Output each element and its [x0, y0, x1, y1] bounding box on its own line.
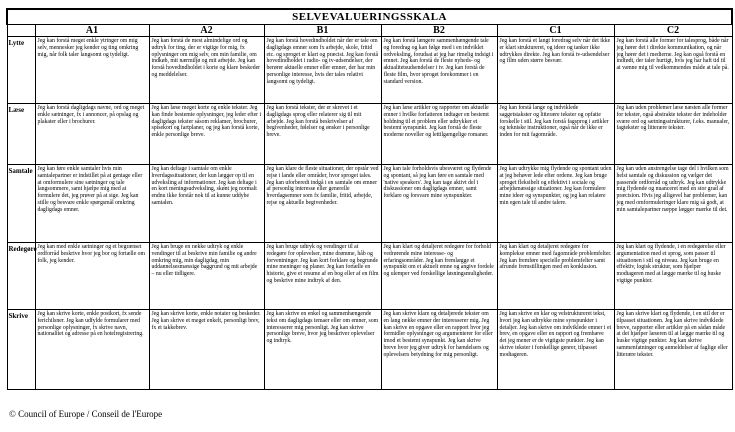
level-header-row: [7, 25, 732, 37]
row-lytte: [7, 37, 732, 104]
descriptor-cell: Jeg kan tale forholdsvis ubesværet og flydende og spontant, så jeg kan føre en samtale med 'native speakers'. Jeg kan tage aktivt del i diskussioner om dagligdags emner, samt forklare og forsvare mine synspunkter.: [381, 165, 497, 243]
level-b1: B1: [264, 25, 381, 37]
descriptor-cell: Jeg kan forstå lange og indviklede saggetstakster og litterære tekster og opfatte forskelle i stil. Jeg kan forstå fagsprog i artikler og tekniske instruktioner, også når de ikke er inden for mit fagområde.: [497, 104, 614, 165]
corner-cell: [7, 25, 35, 37]
descriptor-cell: Jeg kan klart og detaljeret redegøre for forhold vedrørende mine interesse- og erfaringsområder. Jeg kan fremlægge et synspunkt om et aktuelt emne og angive fordele og ulemper ved forskellige løsningsmuligheder.: [381, 243, 497, 310]
descriptor-cell: Jeg kan skrive klare og detaljerede tekster om en lang række emner der interesserer mig. Jeg kan skrive en opgave eller en rapport hvor jeg formidler oplysninger og argumenterer for eller imod et bestemt synspunkt. Jeg kan skrive breve hvor jeg giver udtryk for hændelsers og oplevelsers betydning for mig personligt.: [381, 310, 497, 390]
descriptor-cell: Jeg kan skrive en enkel og sammenhængende tekst om dagligdags temaer eller om emner, som interesserer mig personligt. Jeg kan skrive personlige breve, hvor jeg beskriver oplevelser og indtryk.: [264, 310, 381, 390]
descriptor-cell: Jeg kan bruge udtryk og vendinger til at redegøre for oplevelser, mine drømme, håb og forventninger. Jeg kan kort forklare og begrunde mine meninger og planer. Jeg kan fortælle en historie, give et resume af en bog eller af en film og beskrive mine indtryk af den.: [264, 243, 381, 310]
grid-title: SELVEVALUERINGSSKALA: [7, 9, 732, 25]
row-samtale: [7, 165, 732, 243]
descriptor-cell: Jeg kan med enkle sætninger og et begrænset ordforråd beskrive hvor jeg bor og fortælle om folk, jeg kender.: [35, 243, 149, 310]
level-c1: C1: [497, 25, 614, 37]
skill-label: Skrive: [7, 310, 35, 390]
skill-label: Lytte: [7, 37, 35, 104]
descriptor-cell: Jeg kan bruge en række udtryk og enkle vendinger til at beskrive min familie og andre omkring mig, min dagligdag, min uddannelsesmæssige baggrund og mit arbejde – nu eller tidligere.: [149, 243, 264, 310]
level-b2: B2: [381, 25, 497, 37]
descriptor-cell: Jeg kan forstå et langt foredrag selv når det ikke er klart struktureret, og ideer og tanker ikke udtrykkes direkte. Jeg kan forstå tv-udsendelser og film uden større besvær.: [497, 37, 614, 104]
level-a2: A2: [149, 25, 264, 37]
descriptor-cell: Jeg kan læse artikler og rapporter om aktuelle emner i hvilke forfatteren indtager en bestemt holdning til et problem eller udtrykker et bestemt synspunkt. Jeg kan forstå de fleste moderne noveller og lettilgængelige romaner.: [381, 104, 497, 165]
descriptor-cell: Jeg kan uden anstrengelse tage del i hvilken som helst samtale og diskussion og vælger det passende ordforråd og udtryk. Jeg kan udtrykke mig flydende og nuanceret med en stor grad af præcision. Hvis jeg alligevel har problemer, kan jeg med omformuleringer klare mig så godt, at min samtalepartner næppe lægger mærke til det.: [614, 165, 732, 243]
descriptor-cell: Jeg kan forstå længere sammenhængende tale og foredrag og kan følge med i en indviklet ordveksling, forudsat at jeg har rimelig indsigt i emnet. Jeg kan forstå de fleste nyheds- og aktualitetsudsendelser i tv. Jeg kan forstå de fleste film, hvor sproget forekommer i en standard version.: [381, 37, 497, 104]
descriptor-cell: Jeg kan forstå de mest almindelige ord og udtryk for ting, der er vigtige for mig, fx oplysninger om mig selv, om min familie, om indkøb, mit nærmiljø og mit arbejde. Jeg kan forstå hovedindholdet i korte og klare beskeder og meddelelser.: [149, 37, 264, 104]
level-c2: C2: [614, 25, 732, 37]
descriptor-cell: Jeg kan skrive klart og flydende, i en stil der er tilpasset situationen. Jeg kan skrive indviklede breve, rapporter eller artikler på en sådan måde at det hjælper læseren til at lægge mærke til og huske vigtige punkter. Jeg kan skrive sammenfatninger og anmeldelser af faglige eller litterære tekster.: [614, 310, 732, 390]
skill-label: Læse: [7, 104, 35, 165]
descriptor-cell: Jeg kan skrive korte, enkle notater og beskeder. Jeg kan skrive et meget enkelt, personligt brev, fx et takkebrev.: [149, 310, 264, 390]
skill-label: Redegøre: [7, 243, 35, 310]
level-a1: A1: [35, 25, 149, 37]
descriptor-cell: Jeg kan klart og detaljeret redegøre for komplekse emner med fagområde problemfelter. Jeg kan fremføre specielle problemfelter samt afrunde fremstillingen med en konklusion.: [497, 243, 614, 310]
descriptor-cell: Jeg kan skrive korte, enkle postkort, fx sende ferichilsner. Jeg kan udfylde formularer med personlige oplysninger, fx skrive navn, nationalitet og adresse på en hotelregistrering.: [35, 310, 149, 390]
descriptor-cell: Jeg kan forstå tekster, der er skrevet i et dagligdags sprog eller relaterer sig til mit arbejde. Jeg kan forstå beskrivelser af begivenheder, følelser og ønsker i personlige breve.: [264, 104, 381, 165]
row-skrive: [7, 310, 732, 390]
row-laese: [7, 104, 732, 165]
descriptor-cell: Jeg kan forstå dagligdags navne, ord og meget enkle sætninger, fx i annoncer, på opslag og plakater eller i brochurer.: [35, 104, 149, 165]
descriptor-cell: Jeg kan læse meget korte og enkle tekster. Jeg kan finde bestemte oplysninger, jeg leder efter i dagligdags tekster såsom reklamer, brochurer, spisekort og fartplaner, og jeg kan forstå korte, enkle personlige breve.: [149, 104, 264, 165]
descriptor-cell: Jeg kan forstå alle former for talesprog, både når jeg hører det i direkte kommunikation, og når jeg hører det i medierne. Jeg kan også forstå en indfødt, der taler hurtigt, hvis jeg har haft tid til at vænne mig til vedkommendes måde at tale på.: [614, 37, 732, 104]
self-assessment-grid: [6, 8, 733, 390]
descriptor-cell: Jeg kan forstå hovedindholdet når der er tale om dagligdags emner som fx arbejde, skole, fritid etc. og sproget er klart og præcist. Jeg kan forstå hovedindholdet i radio- og tv-udsendelser, der berører aktuelle emner eller emner, der har min personlige interesse, hvis der tales relativt langsomt og tydeligt.: [264, 37, 381, 104]
descriptor-cell: Jeg kan skrive en klar og velstruktureret tekst, hvori jeg kan udtrykke mine synspunkter i detaljer. Jeg kan skrive om indviklede emner i et brev, en opgave eller en rapport og fremhæve det jeg mener er de vigtigste punkter. Jeg kan skrive tekster i forskellige genrer, tilpasset modtageren.: [497, 310, 614, 390]
descriptor-cell: Jeg kan forstå meget enkle ytringer om mig selv, mennesker jeg kender og ting omkring mig, når folk taler langsomt og tydeligt.: [35, 37, 149, 104]
descriptor-cell: Jeg kan deltage i samtale om enkle hverdagssituationer, der kun lægger op til en udveksling af informationer. Jeg kan deltage i en kort meningsudveksling, skønt jeg normalt endnu ikke forstår nok til at kunne uddybe samtalen.: [149, 165, 264, 243]
descriptor-cell: Jeg kan klart og flydende, i en redegørelse eller argumentation med et sprog, som passer til situationen i stil og niveau. Jeg kan bruge en effektiv, logisk struktur, som hjælper modtageren med at lægge mærke til og huske vigtige punkter.: [614, 243, 732, 310]
row-redegoere: [7, 243, 732, 310]
copyright-footer: © Council of Europe / Conseil de l'Europe: [9, 409, 163, 419]
descriptor-cell: Jeg kan udtrykke mig flydende og spontant uden at jeg behøver lede efter ordene. Jeg kan bruge sproget fleksibelt og effektivt i sociale og arbejdsmæssige situationer. Jeg kan formulere mine ideer og synspunkter, og jeg kan relatere min egen tale til andre talere.: [497, 165, 614, 243]
descriptor-cell: Jeg kan føre enkle samtaler hvis min samtalepartner er indstillet på at gentage eller at omformulere sine sætninger og tale langsommere, samt hjælpe mig med at formulere det, jeg prøver på at sige. Jeg kan stille og besvare enkle spørgsmål omkring dagligdags emner.: [35, 165, 149, 243]
skill-label: Samtale: [7, 165, 35, 243]
descriptor-cell: Jeg kan uden problemer læse næsten alle former for tekster, også abstrakte tekster der indeholder svære ord og sætningsstrukturer, f.eks. manualer, fagtekster og litterære tekster.: [614, 104, 732, 165]
descriptor-cell: Jeg kan klare de fleste situationer, der opstår ved rejse i lande eller områder, hvor sproget tales. Jeg kan uforberedt indgå i en samtale om emner af personlig interesse eller generelle hverdagsemner som fx familie, fritid, arbejde, rejse og aktuelle begivenheder.: [264, 165, 381, 243]
